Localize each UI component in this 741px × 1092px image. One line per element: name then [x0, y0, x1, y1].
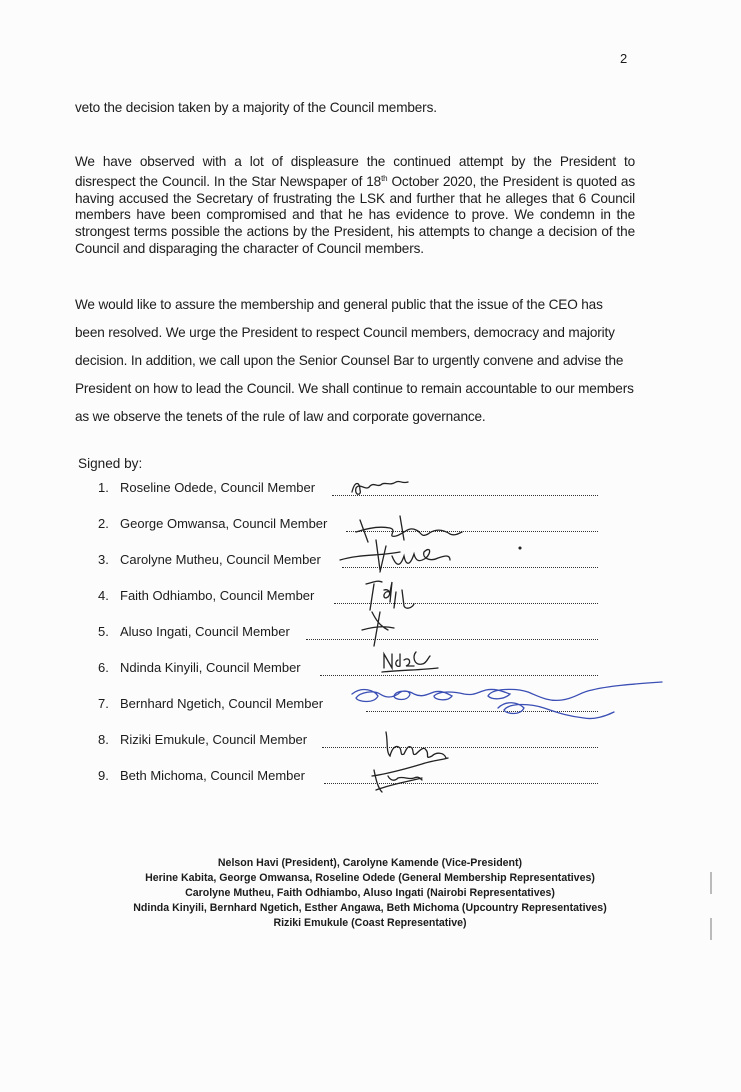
- signatory-number: 3.: [98, 552, 109, 567]
- signature-aluso-ingati: [362, 612, 394, 646]
- signature-faith-odhiambo: [366, 581, 414, 610]
- signatory-name: George Omwansa, Council Member: [120, 516, 328, 531]
- signatory-number: 5.: [98, 624, 109, 639]
- signatory-number: 8.: [98, 732, 109, 747]
- paragraph-assurance: We would like to assure the membership and general public that the issue of the CEO has been resolved. We urge the President to respect Council members, democracy and majority decision. In addition, we call upon the Senior Counsel Bar to urgently convene and advise the President on how to lead the Council. We shall continue to remain accountable to our members as we observe the tenets of the rule of law and corporate governance.: [75, 297, 634, 424]
- paragraph-displeasure-part2: October 2020, the President is quoted as having accused the Secretary of frustrating the LSK and further that he alleges that 6 Council members have been compromised and that he has evidence to prove. We condemn in the strongest terms possible the actions by the President, his attempts to change a decision of the Council and disparaging the character of Council members.: [75, 173, 635, 256]
- footer-line: Riziki Emukule (Coast Representative): [273, 917, 467, 929]
- footer-line: Nelson Havi (President), Carolyne Kamende (Vice-President): [217, 857, 523, 869]
- signatory-number: 9.: [98, 768, 109, 783]
- signatory-name: Faith Odhiambo, Council Member: [120, 588, 315, 603]
- signatory-number: 7.: [98, 696, 109, 711]
- signatory-name: Ndinda Kinyili, Council Member: [120, 660, 301, 675]
- signatory-name: Roseline Odede, Council Member: [120, 480, 316, 495]
- footer-line: Herine Kabita, George Omwansa, Roseline Odede (General Membership Representatives): [145, 872, 595, 884]
- signature-ndinda-kinyili: [384, 652, 430, 668]
- footer-line: Carolyne Mutheu, Faith Odhiambo, Aluso Ingati (Nairobi Representatives): [185, 887, 555, 899]
- signatory-number: 1.: [98, 480, 109, 495]
- signature-riziki-emukule: [386, 732, 446, 758]
- signed-by-label: Signed by:: [78, 456, 143, 471]
- signatory-name: Carolyne Mutheu, Council Member: [120, 552, 321, 567]
- signatory-name: Aluso Ingati, Council Member: [120, 624, 290, 639]
- paragraph-veto: veto the decision taken by a majority of the Council members.: [75, 100, 437, 115]
- signature-bernhard-ngetich: [352, 682, 662, 719]
- signatory-name: Bernhard Ngetich, Council Member: [120, 696, 324, 711]
- paragraph-displeasure-part1: We have observed with a lot of displeasure the continued attempt by the President to disrespect the Council. In the Star Newspaper of 18: [75, 154, 635, 189]
- signature-beth-michoma: [372, 758, 448, 792]
- footer-line: Ndinda Kinyili, Bernhard Ngetich, Esther Angawa, Beth Michoma (Upcountry Representatives): [133, 902, 607, 914]
- signatory-name: Riziki Emukule, Council Member: [120, 732, 308, 747]
- signature-carolyne-mutheu: [340, 540, 450, 572]
- signature-roseline-odede: [352, 481, 408, 494]
- signature-george-omwansa: [356, 516, 462, 542]
- signatory-number: 2.: [98, 516, 109, 531]
- ordinal-superscript: th: [381, 173, 388, 183]
- signatory-number: 4.: [98, 588, 109, 603]
- signatory-name: Beth Michoma, Council Member: [120, 768, 305, 783]
- signatory-number: 6.: [98, 660, 109, 675]
- page-number: 2: [620, 51, 628, 66]
